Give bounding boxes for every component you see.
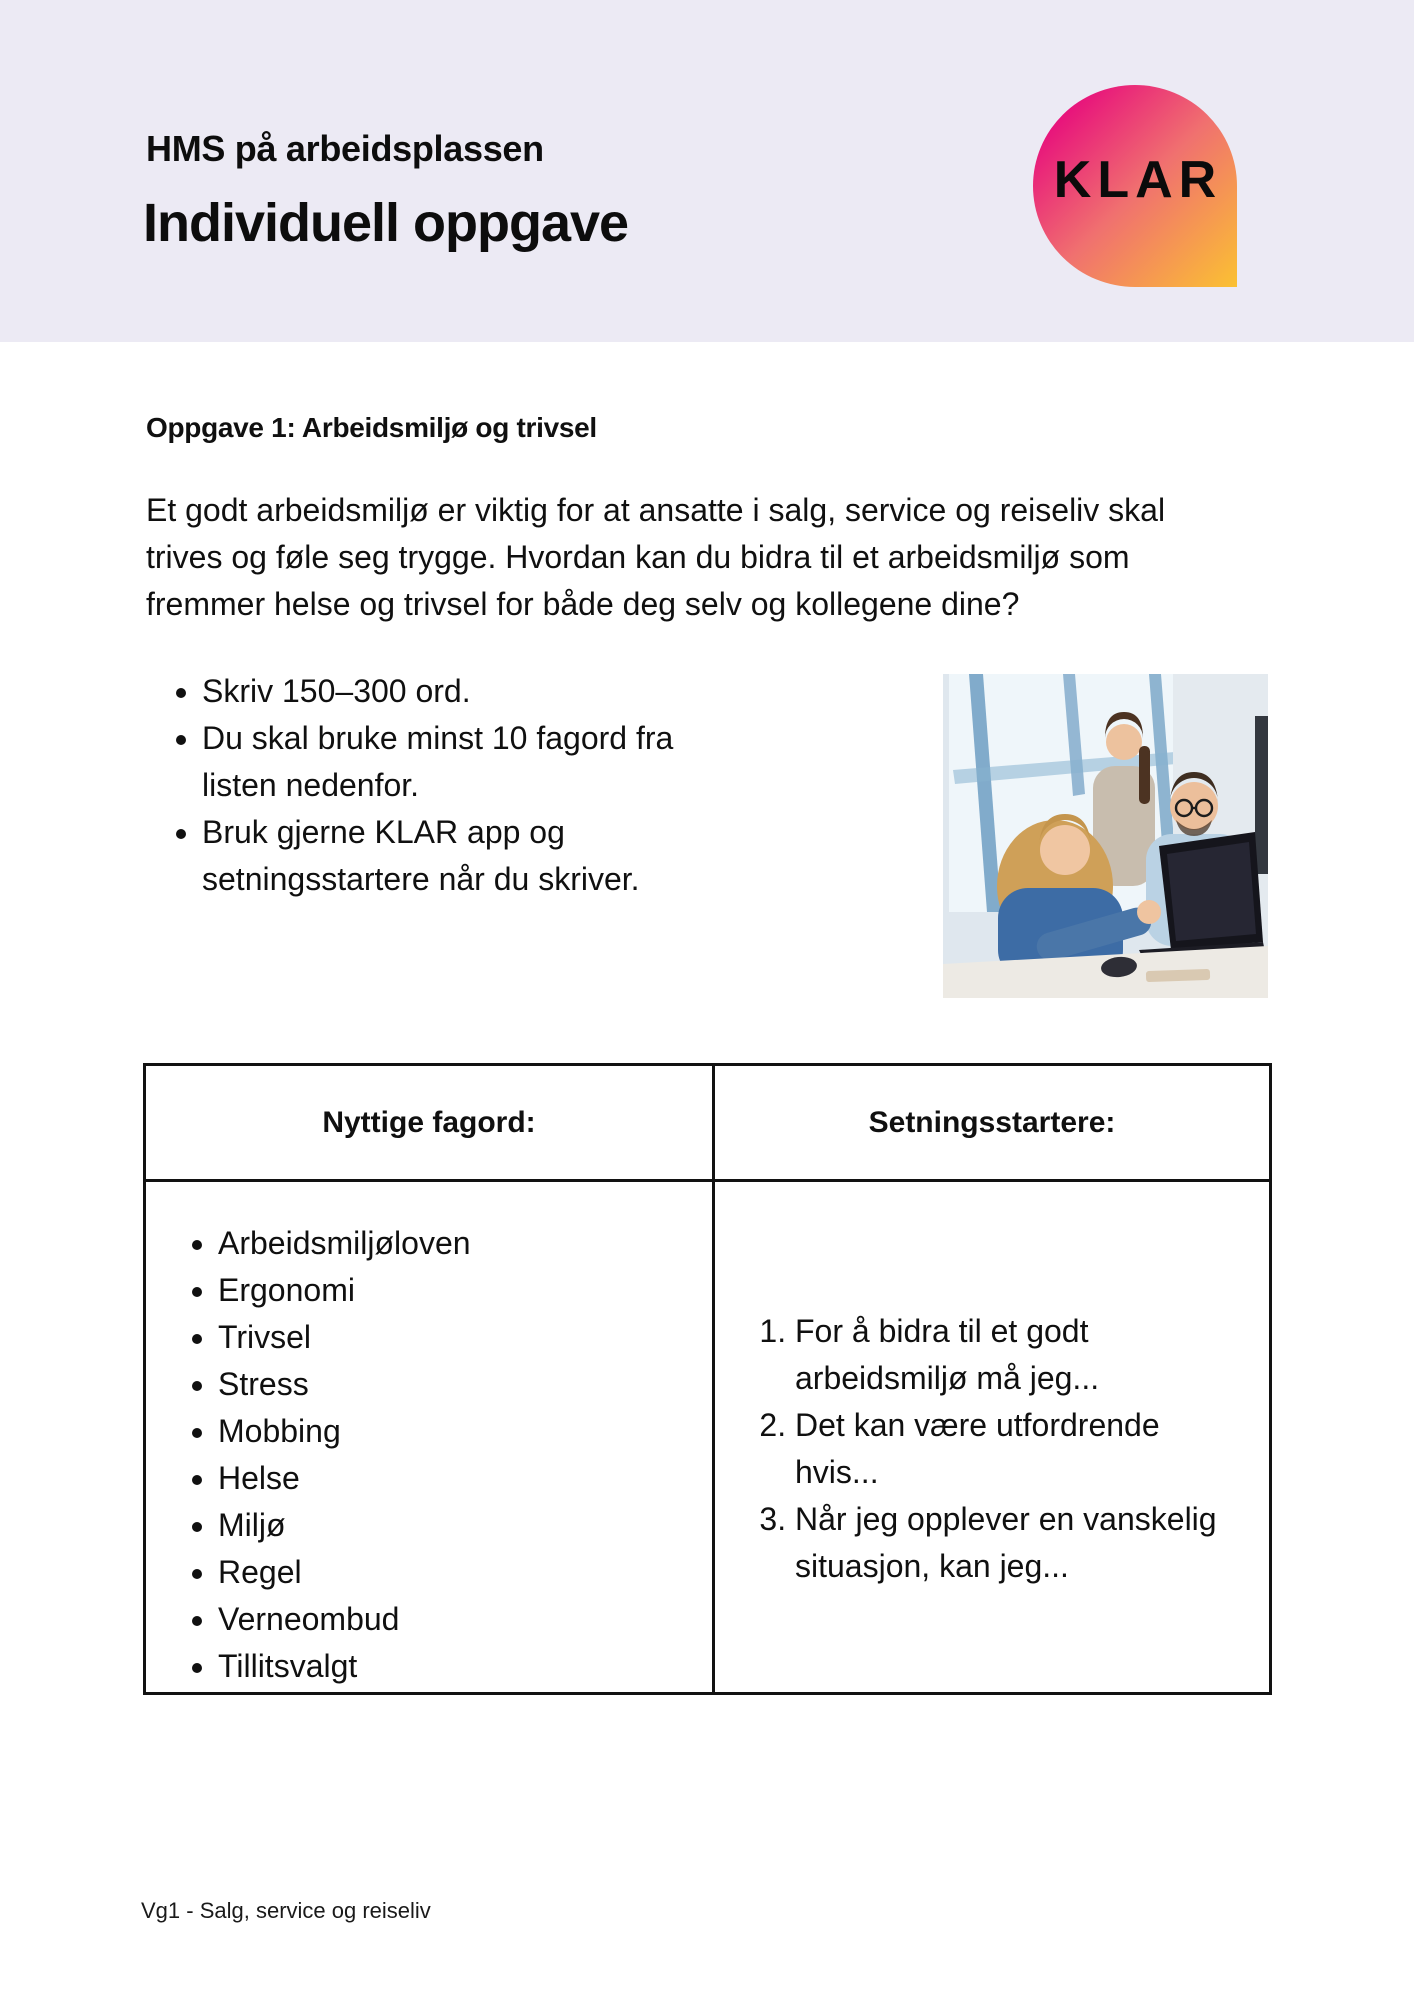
page-title: Individuell oppgave [143, 193, 629, 253]
instruction-item: • Du skal bruke minst 10 fagord fra listen nedenfor. [202, 715, 727, 809]
header-band [0, 0, 1414, 342]
footer-course-label: Vg1 - Salg, service og reiseliv [141, 1898, 431, 1923]
fagord-item: • Helse [218, 1455, 712, 1502]
starter-item: 2. Det kan være utfordrende hvis... [795, 1402, 1240, 1496]
fagord-item: • Mobbing [218, 1408, 712, 1455]
starters-list [715, 1308, 1269, 1590]
instructions-list [146, 668, 746, 903]
fagord-item: • Verneombud [218, 1596, 712, 1643]
table-header-fagord: Nyttige fagord: [146, 1066, 715, 1182]
fagord-item: • Stress [218, 1361, 712, 1408]
team-photo-illustration [943, 674, 1268, 998]
starters-cell [715, 1182, 1269, 1692]
fagord-list [146, 1220, 712, 1690]
fagord-item: • Miljø [218, 1502, 712, 1549]
fagord-item: • Trivsel [218, 1314, 712, 1361]
course-subtitle: HMS på arbeidsplassen [146, 128, 544, 169]
fagord-item: • Ergonomi [218, 1267, 712, 1314]
fagord-item: • Tillitsvalgt [218, 1643, 712, 1690]
instruction-item: • Skriv 150–300 ord. [202, 668, 727, 715]
task-heading: Oppgave 1: Arbeidsmiljø og trivsel [146, 412, 597, 443]
team-photo [943, 674, 1268, 998]
fagord-cell [146, 1182, 715, 1692]
klar-logo-label: KLAR [1053, 151, 1223, 209]
starter-item: 1. For å bidra til et godt arbeidsmiljø må jeg... [795, 1308, 1240, 1402]
table-header-starters: Setningsstartere: [715, 1066, 1269, 1182]
task-intro-paragraph: Et godt arbeidsmiljø er viktig for at ansatte i salg, service og reiseliv skal trives og føle seg trygge. Hvordan kan du bidra til et arbeidsmiljø som fremmer helse og trivsel for både deg selv og kollegene dine? [146, 492, 1166, 622]
instruction-item: • Bruk gjerne KLAR app og setningsstartere når du skriver. [202, 809, 727, 903]
fagord-item: • Regel [218, 1549, 712, 1596]
klar-logo [1033, 85, 1237, 287]
fagord-item: • Arbeidsmiljøloven [218, 1220, 712, 1267]
starter-item: 3. Når jeg opplever en vanskelig situasjon, kan jeg... [795, 1496, 1240, 1590]
vocab-table [143, 1063, 1272, 1695]
